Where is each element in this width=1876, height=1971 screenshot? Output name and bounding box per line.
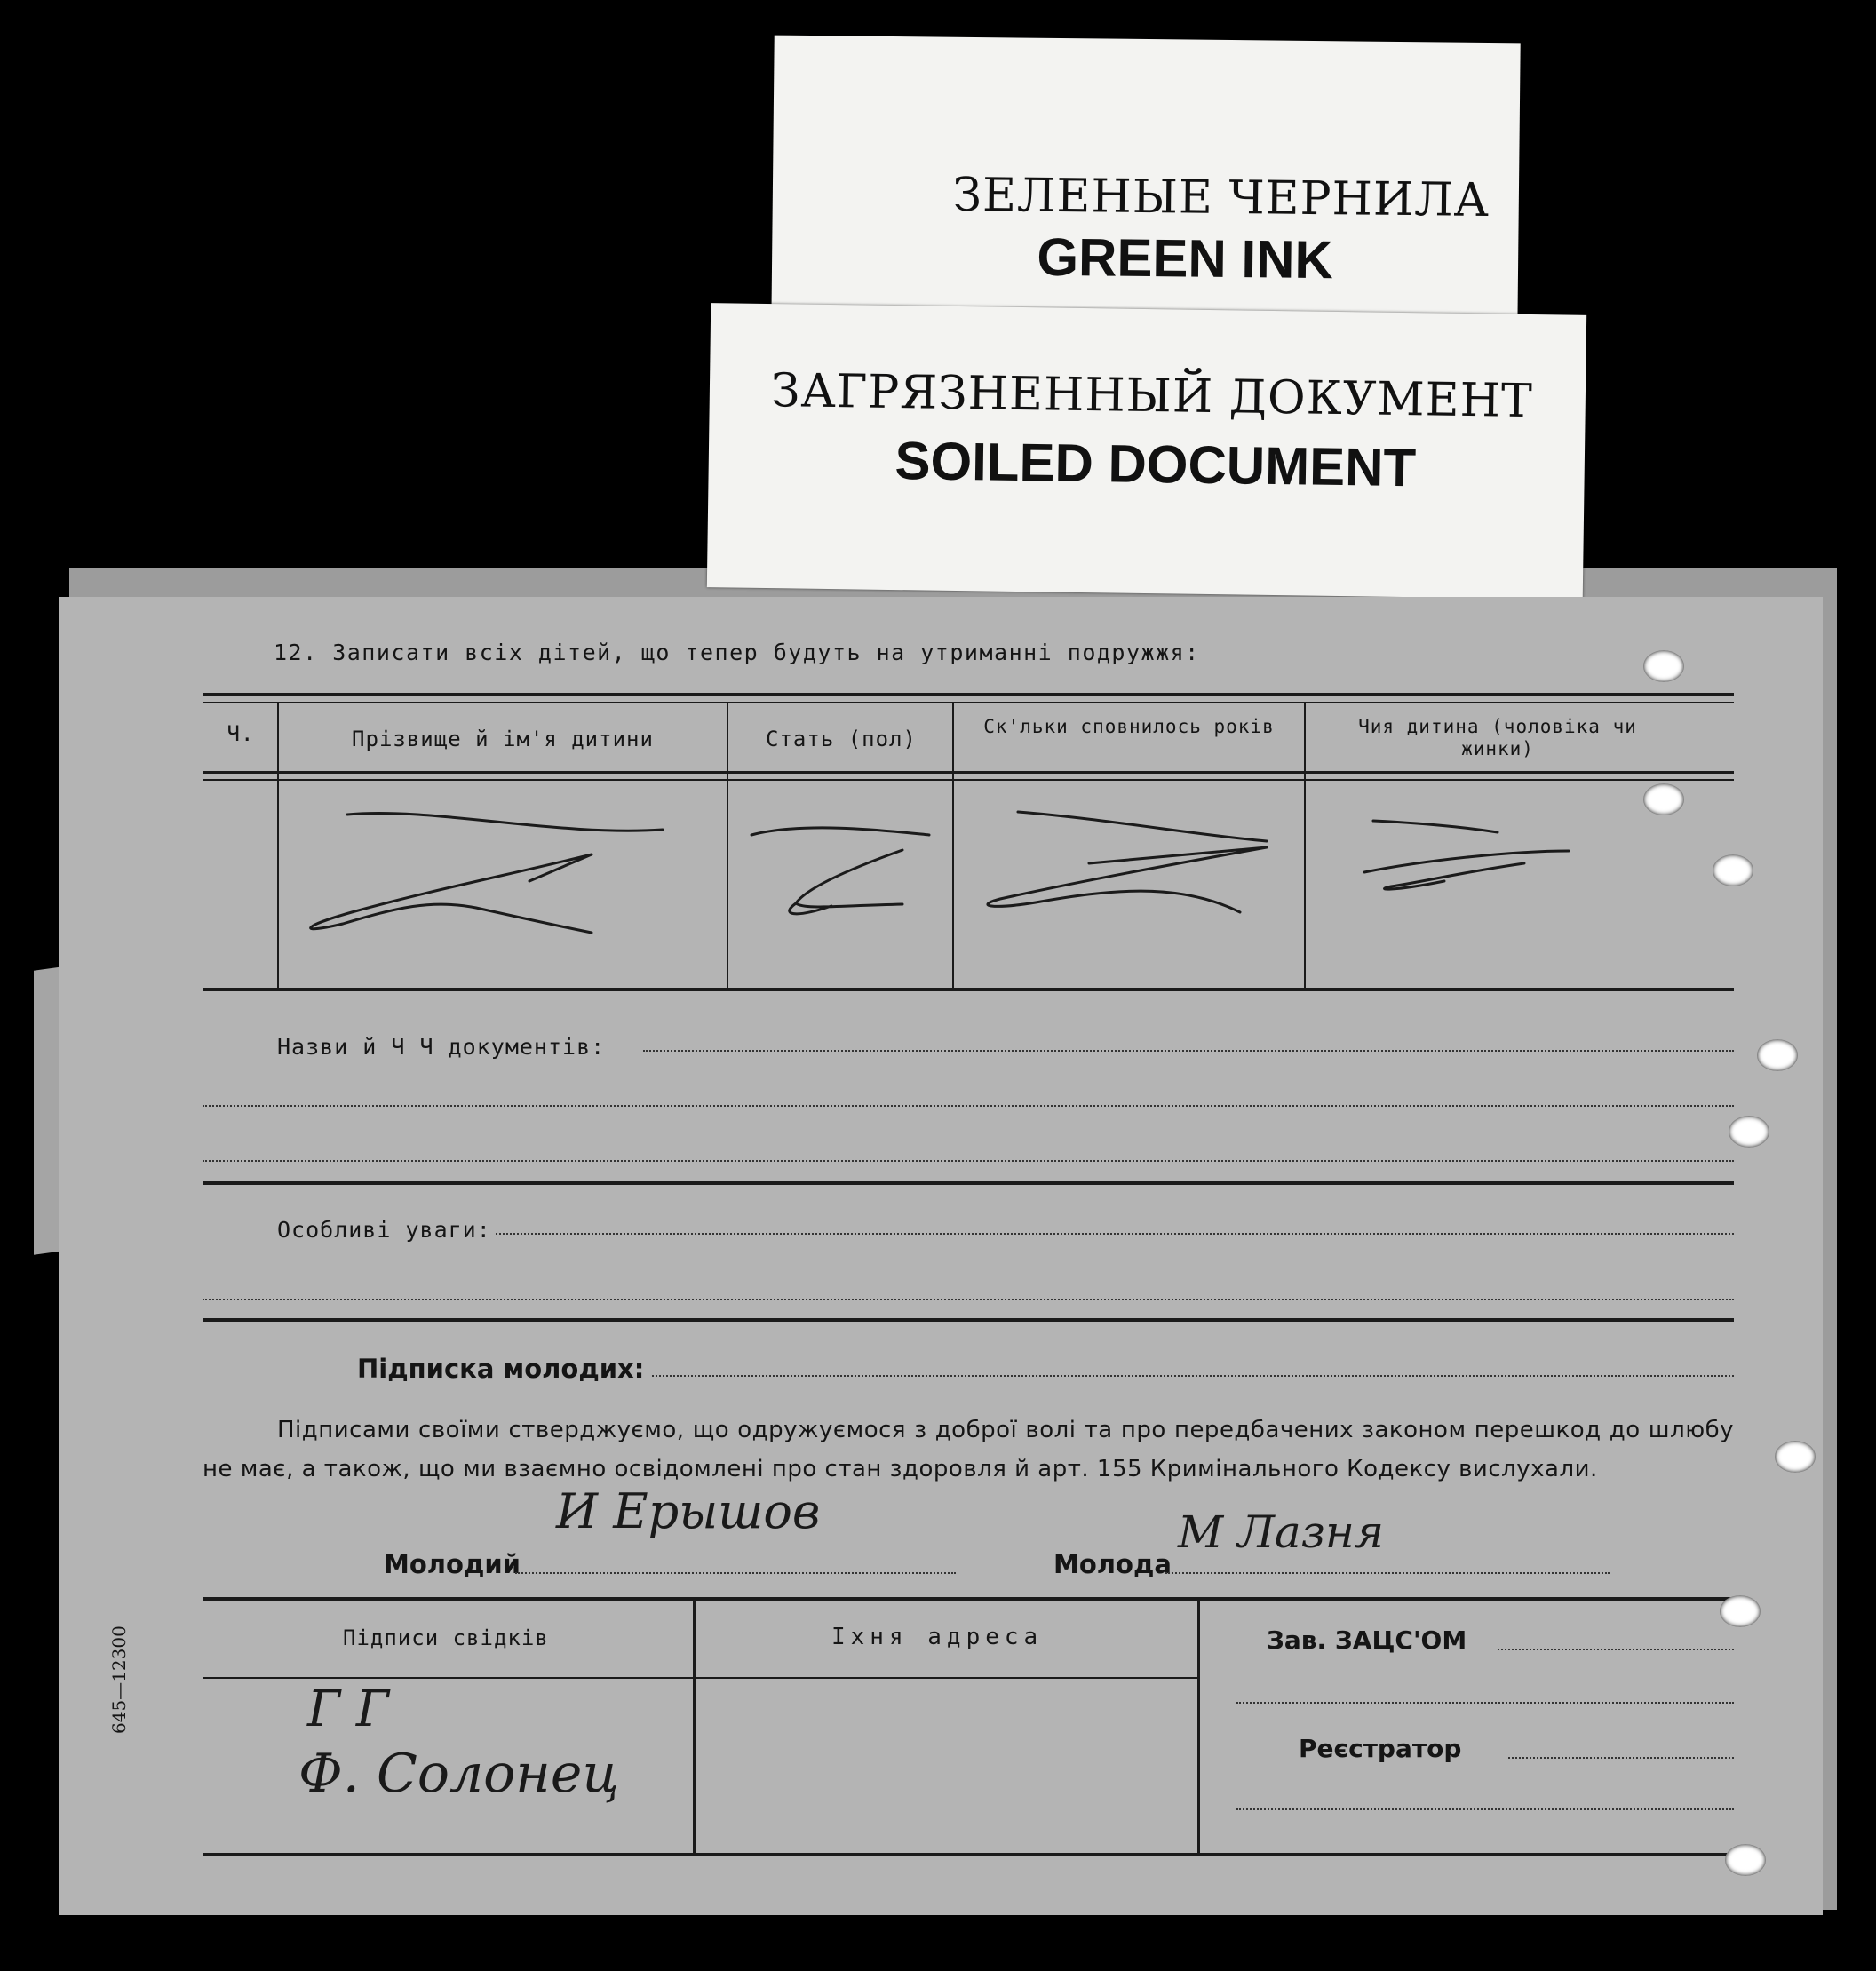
soiled-ru: ЗАГРЯЗНЕННЫЙ ДОКУМЕНТ (770, 364, 1534, 429)
documents-bottom-rule (203, 1181, 1734, 1185)
newlyweds-signature-label: Підписка молодих: (357, 1354, 645, 1384)
table-cancel-strokes (59, 597, 1823, 1005)
registration-form (59, 597, 1823, 1915)
bottom-divider-2 (1197, 1599, 1200, 1855)
address-label: Іхня адреса (831, 1624, 1044, 1650)
zags-head-label: Зав. ЗАЦС'ОМ (1267, 1625, 1467, 1655)
bottom-table-bottom-rule (203, 1853, 1734, 1856)
documents-line-1 (643, 1050, 1734, 1052)
declaration-text: Підписами своїми стверджуємо, що одружуємося з доброї волі та про передбачених законом перешкод до шлюбу не має, а також, що ми взаємно освідомлені про стан здоровля й арт. 155 Кримінального Кодексу вислухали. (203, 1417, 1734, 1482)
groom-label: Молодий (384, 1549, 521, 1579)
punch-hole (1729, 1116, 1769, 1148)
bottom-subheader-rule (203, 1677, 1197, 1679)
documents-line-2 (203, 1105, 1734, 1107)
col-header-whose-child: Чия дитина (чоловіка чи жинки) (1358, 716, 1637, 759)
punch-hole (1775, 1441, 1816, 1473)
witness-signature-1: Г Г (307, 1681, 389, 1738)
witness-signature-2: Ф. Солонец (298, 1743, 620, 1805)
col-header-name: Прізвище й ім'я дитини (352, 727, 654, 751)
green-ink-ru: ЗЕЛЕНЫЕ ЧЕРНИЛА (952, 168, 1490, 228)
green-ink-notice (771, 36, 1520, 337)
special-notes-label: Особливі уваги: (277, 1217, 491, 1243)
bottom-table-top-rule (203, 1597, 1734, 1601)
punch-hole (1643, 783, 1684, 815)
bride-line (1165, 1572, 1610, 1574)
section-12-title: 12. Записати всіх дітей, що тепер будуть на утриманні подружжя: (274, 640, 1200, 665)
punch-hole (1713, 854, 1753, 886)
col-header-number: Ч. (227, 721, 255, 746)
registrar-line-2 (1236, 1808, 1734, 1810)
documents-line-3 (203, 1160, 1734, 1162)
soiled-document-notice (707, 303, 1586, 600)
punch-hole (1643, 650, 1684, 682)
special-notes-line-2 (203, 1299, 1734, 1300)
registrar-label: Реєстратор (1299, 1734, 1462, 1763)
witnesses-label: Підписи свідків (343, 1625, 549, 1650)
punch-hole (1725, 1844, 1766, 1876)
bride-label: Молода (1053, 1549, 1172, 1579)
special-notes-bottom-rule (203, 1318, 1734, 1322)
groom-line (515, 1572, 956, 1574)
soiled-en: SOILED DOCUMENT (894, 431, 1417, 498)
zags-head-line-2 (1236, 1702, 1734, 1704)
special-notes-line-1 (496, 1233, 1734, 1235)
col-header-sex: Стать (пол) (766, 727, 917, 751)
registrar-line (1508, 1757, 1734, 1759)
documents-label: Назви й Ч Ч документів: (277, 1034, 606, 1060)
bottom-divider-1 (693, 1599, 696, 1855)
print-code: 645—12300 (108, 1625, 130, 1734)
newlyweds-signature-line (652, 1375, 1734, 1377)
bride-signature: М Лазня (1178, 1506, 1384, 1558)
green-ink-en: GREEN INK (1037, 227, 1334, 290)
punch-hole (1720, 1595, 1761, 1627)
groom-signature: И Ерышов (556, 1483, 821, 1539)
zags-head-line (1498, 1649, 1734, 1650)
punch-hole (1757, 1039, 1798, 1071)
col-header-age: Ск'льки сповнилось років (983, 716, 1275, 737)
